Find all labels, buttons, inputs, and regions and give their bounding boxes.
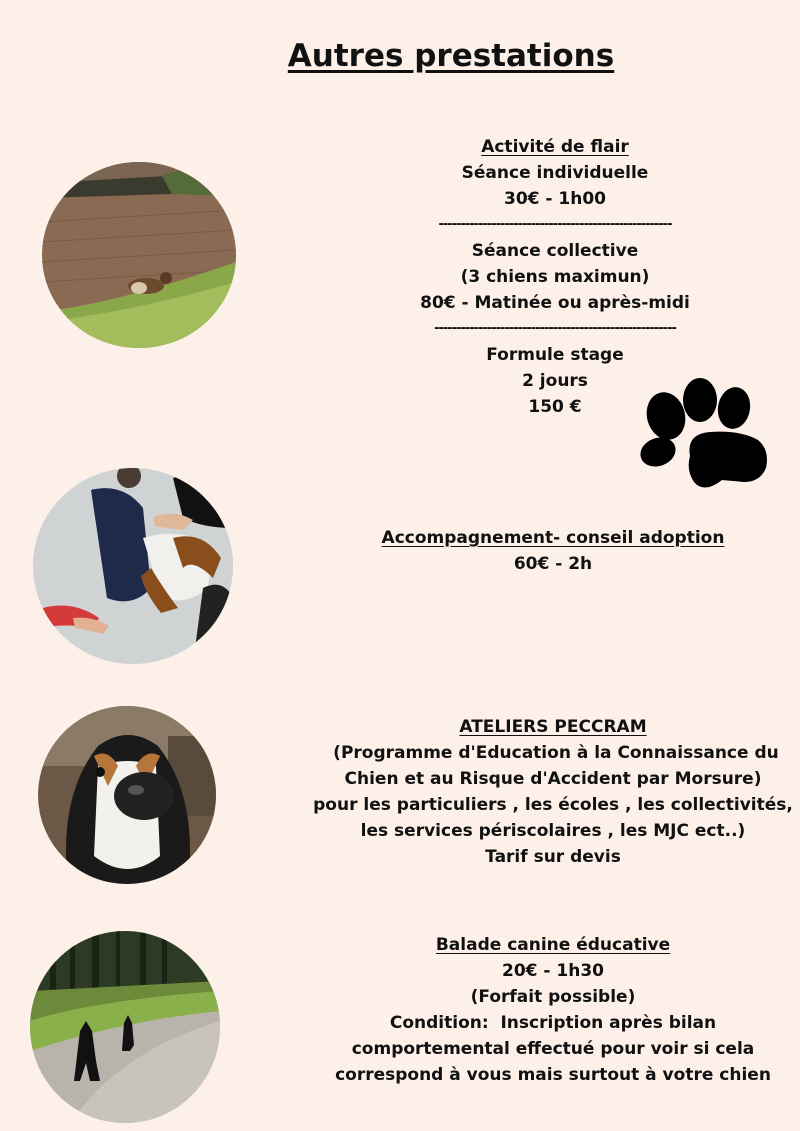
text-line: (3 chiens maximun) xyxy=(460,267,650,287)
paw-print-icon xyxy=(632,378,778,498)
text-line: 2 jours xyxy=(522,371,588,391)
text-line: comportemental effectué pour voir si cela xyxy=(351,1039,755,1059)
photo-dog-in-field xyxy=(42,162,236,348)
text-line: 60€ - 2h xyxy=(513,554,593,574)
section-peccram xyxy=(300,714,800,870)
photo-dog-closeup xyxy=(38,706,216,884)
page-title: Autres prestations xyxy=(287,38,615,74)
text-line: (Programme d'Education à la Connaissance du xyxy=(327,743,779,763)
text-line: Condition: Inscription après bilan xyxy=(389,1013,717,1033)
separator: ------------------------------------------------------- xyxy=(434,321,676,336)
text-line: Séance individuelle xyxy=(461,163,649,183)
section-heading: Activité de flair xyxy=(481,137,629,157)
text-line: correspond à vous mais surtout à votre chien xyxy=(335,1065,771,1085)
text-line: Séance collective xyxy=(471,241,639,261)
text-line: 20€ - 1h30 xyxy=(502,961,604,981)
text-line: Formule stage xyxy=(486,345,624,365)
text-line: Tarif sur devis xyxy=(485,847,621,867)
text-line: Chien et au Risque d'Accident par Morsure) xyxy=(344,769,762,789)
section-adoption xyxy=(360,525,746,577)
text-line: 80€ - Matinée ou après-midi xyxy=(420,293,690,313)
text-line: 30€ - 1h00 xyxy=(504,189,606,209)
section-heading: ATELIERS PECCRAM xyxy=(459,717,647,737)
text-line: les services périscolaires , les MJC ect..) xyxy=(360,821,746,841)
photo-beagle-with-hands xyxy=(33,468,233,664)
section-heading: Balade canine éducative xyxy=(435,935,671,955)
photo-dogs-walking-path xyxy=(30,931,220,1123)
text-line: pour les particuliers , les écoles , les collectivités, xyxy=(313,795,793,815)
section-balade xyxy=(300,932,800,1088)
separator: ----------------------------------------------------- xyxy=(438,217,672,232)
section-heading: Accompagnement- conseil adoption xyxy=(381,528,725,548)
text-line: (Forfait possible) xyxy=(470,987,636,1007)
text-line: 150 € xyxy=(528,397,582,417)
